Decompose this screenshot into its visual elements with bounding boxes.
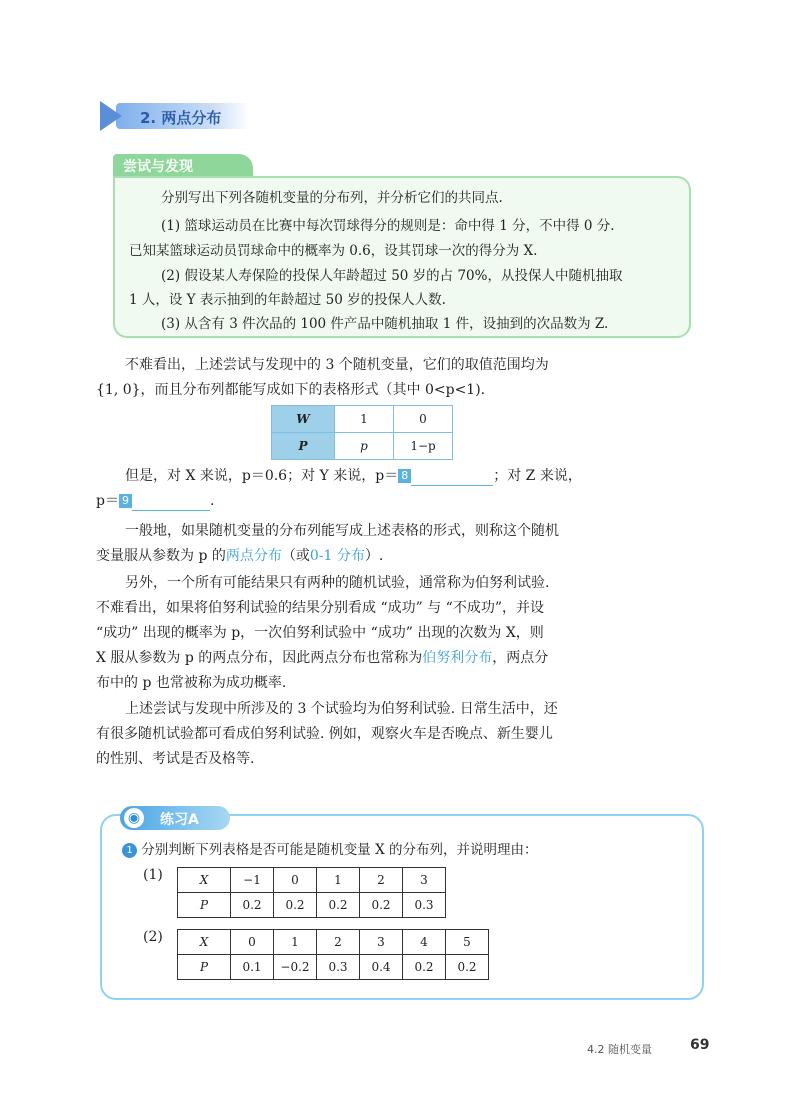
two-point-table — [271, 405, 453, 460]
table-cell: 2 — [317, 930, 360, 955]
table-cell: 3 — [403, 868, 446, 893]
body-text — [96, 546, 383, 566]
try-line: 1 人，设 Y 表示抽到的年龄超过 50 岁的投保人人数. — [129, 292, 446, 308]
table-cell: 0.2 — [360, 893, 403, 918]
page-number: 69 — [690, 1037, 710, 1053]
text-span: 变量服从参数为 p 的 — [96, 548, 226, 564]
table-row — [178, 893, 446, 918]
table-label: (1) — [143, 867, 163, 883]
table-row — [178, 955, 489, 980]
body-text: 布中的 p 也常被称为成功概率. — [96, 675, 287, 691]
practice-tab — [120, 806, 230, 830]
practice-question — [122, 840, 538, 860]
table-cell: 1 — [274, 930, 317, 955]
answer-blank[interactable] — [411, 465, 493, 486]
body-text: 上述尝试与发现中所涉及的 3 个试验均为伯努利试验. 日常生活中，还 — [125, 701, 558, 717]
table-header-cell: P — [178, 955, 231, 980]
question-number: 1 — [122, 843, 137, 858]
section-header — [100, 101, 255, 131]
try-discover-label: 尝试与发现 — [123, 159, 193, 175]
keyword-zero-one: 0-1 分布 — [309, 548, 365, 564]
table-cell: −0.2 — [274, 955, 317, 980]
practice-label: 练习A — [160, 812, 199, 828]
text-span: p＝ — [96, 493, 119, 509]
table-row — [272, 433, 453, 460]
try-line: (3) 从含有 3 件次品的 100 件产品中随机抽取 1 件，设抽到的次品数为 Z. — [161, 316, 609, 332]
body-text: 另外，一个所有可能结果只有两种的随机试验，通常称为伯努利试验. — [125, 575, 550, 591]
table-cell: 0.2 — [317, 893, 360, 918]
table-cell: 4 — [403, 930, 446, 955]
blank-number: 8 — [398, 469, 411, 483]
table-header-cell: X — [178, 868, 231, 893]
answer-blank[interactable] — [132, 490, 210, 511]
table-header-cell: P — [272, 433, 335, 460]
table-header-cell: W — [272, 406, 335, 433]
table-cell: −1 — [231, 868, 274, 893]
keyword-two-point: 两点分布 — [225, 548, 282, 564]
table-row — [178, 930, 489, 955]
table-cell: 0.2 — [274, 893, 317, 918]
table-row — [272, 406, 453, 433]
body-text — [125, 465, 582, 486]
question-text: 分别判断下列表格是否可能是随机变量 X 的分布列，并说明理由： — [141, 842, 538, 858]
table-cell: 0.2 — [403, 955, 446, 980]
body-text: 有很多随机试验都可看成伯努利试验. 例如，观察火车是否晚点、新生婴儿 — [96, 726, 553, 742]
try-line: (2) 假设某人寿保险的投保人年龄超过 50 岁的占 70%，从投保人中随机抽取 — [161, 268, 623, 284]
table-cell: 5 — [446, 930, 489, 955]
try-line: 分别写出下列各随机变量的分布列，并分析它们的共同点. — [161, 190, 503, 206]
table-cell: 0.2 — [231, 893, 274, 918]
globe-icon: ◉ — [124, 808, 144, 828]
table-cell: 1 — [317, 868, 360, 893]
table-cell: 0.3 — [317, 955, 360, 980]
try-discover-box — [113, 176, 691, 338]
distribution-table-2 — [177, 929, 489, 980]
table-label: (2) — [143, 929, 163, 945]
body-text: 一般地，如果随机变量的分布列能写成上述表格的形式，则称这个随机 — [125, 523, 559, 539]
text-span: ；对 Z 来说， — [493, 468, 582, 484]
body-text: 不难看出，上述尝试与发现中的 3 个随机变量，它们的取值范围均为 — [125, 357, 549, 373]
table-header-cell: P — [178, 893, 231, 918]
body-text — [96, 490, 214, 511]
text-span: X 服从参数为 p 的两点分布，因此两点分布也常称为 — [96, 650, 423, 666]
table-cell: 0.4 — [360, 955, 403, 980]
table-cell: 0 — [231, 930, 274, 955]
table-cell: 0.3 — [403, 893, 446, 918]
body-text: “成功” 出现的概率为 p，一次伯努利试验中 “成功” 出现的次数为 X，则 — [96, 625, 544, 641]
table-header-cell: X — [178, 930, 231, 955]
body-text — [96, 648, 548, 668]
distribution-table-1 — [177, 867, 446, 918]
table-row — [178, 868, 446, 893]
table-cell: p — [335, 433, 394, 460]
try-line: 已知某篮球运动员罚球命中的概率为 0.6，设其罚球一次的得分为 X. — [129, 243, 538, 259]
text-span: ）. — [364, 548, 384, 564]
table-cell: 1 — [335, 406, 394, 433]
keyword-bernoulli: 伯努利分布 — [422, 650, 493, 666]
try-line: (1) 篮球运动员在比赛中每次罚球得分的规则是：命中得 1 分，不中得 0 分. — [161, 218, 615, 234]
try-discover-tab — [113, 154, 253, 176]
table-cell: 1−p — [394, 433, 453, 460]
table-cell: 0 — [394, 406, 453, 433]
body-text: 不难看出，如果将伯努利试验的结果分别看成 “成功” 与 “不成功”，并设 — [96, 600, 544, 616]
table-cell: 0.2 — [446, 955, 489, 980]
body-text: {1, 0}，而且分布列都能写成如下的表格形式（其中 0<p<1). — [96, 382, 486, 398]
blank-number: 9 — [119, 494, 132, 508]
footer-section: 4.2 随机变量 — [587, 1043, 652, 1056]
text-span: （或 — [281, 548, 310, 564]
text-span: . — [209, 493, 215, 509]
table-cell: 0.1 — [231, 955, 274, 980]
table-cell: 2 — [360, 868, 403, 893]
text-span: 但是，对 X 来说，p＝0.6；对 Y 来说，p＝ — [125, 468, 399, 484]
table-cell: 0 — [274, 868, 317, 893]
text-span: ，两点分 — [492, 650, 549, 666]
body-text: 的性别、考试是否及格等. — [96, 751, 255, 767]
section-title: 2. 两点分布 — [140, 109, 222, 127]
table-cell: 3 — [360, 930, 403, 955]
section-arrow-icon — [100, 101, 122, 131]
